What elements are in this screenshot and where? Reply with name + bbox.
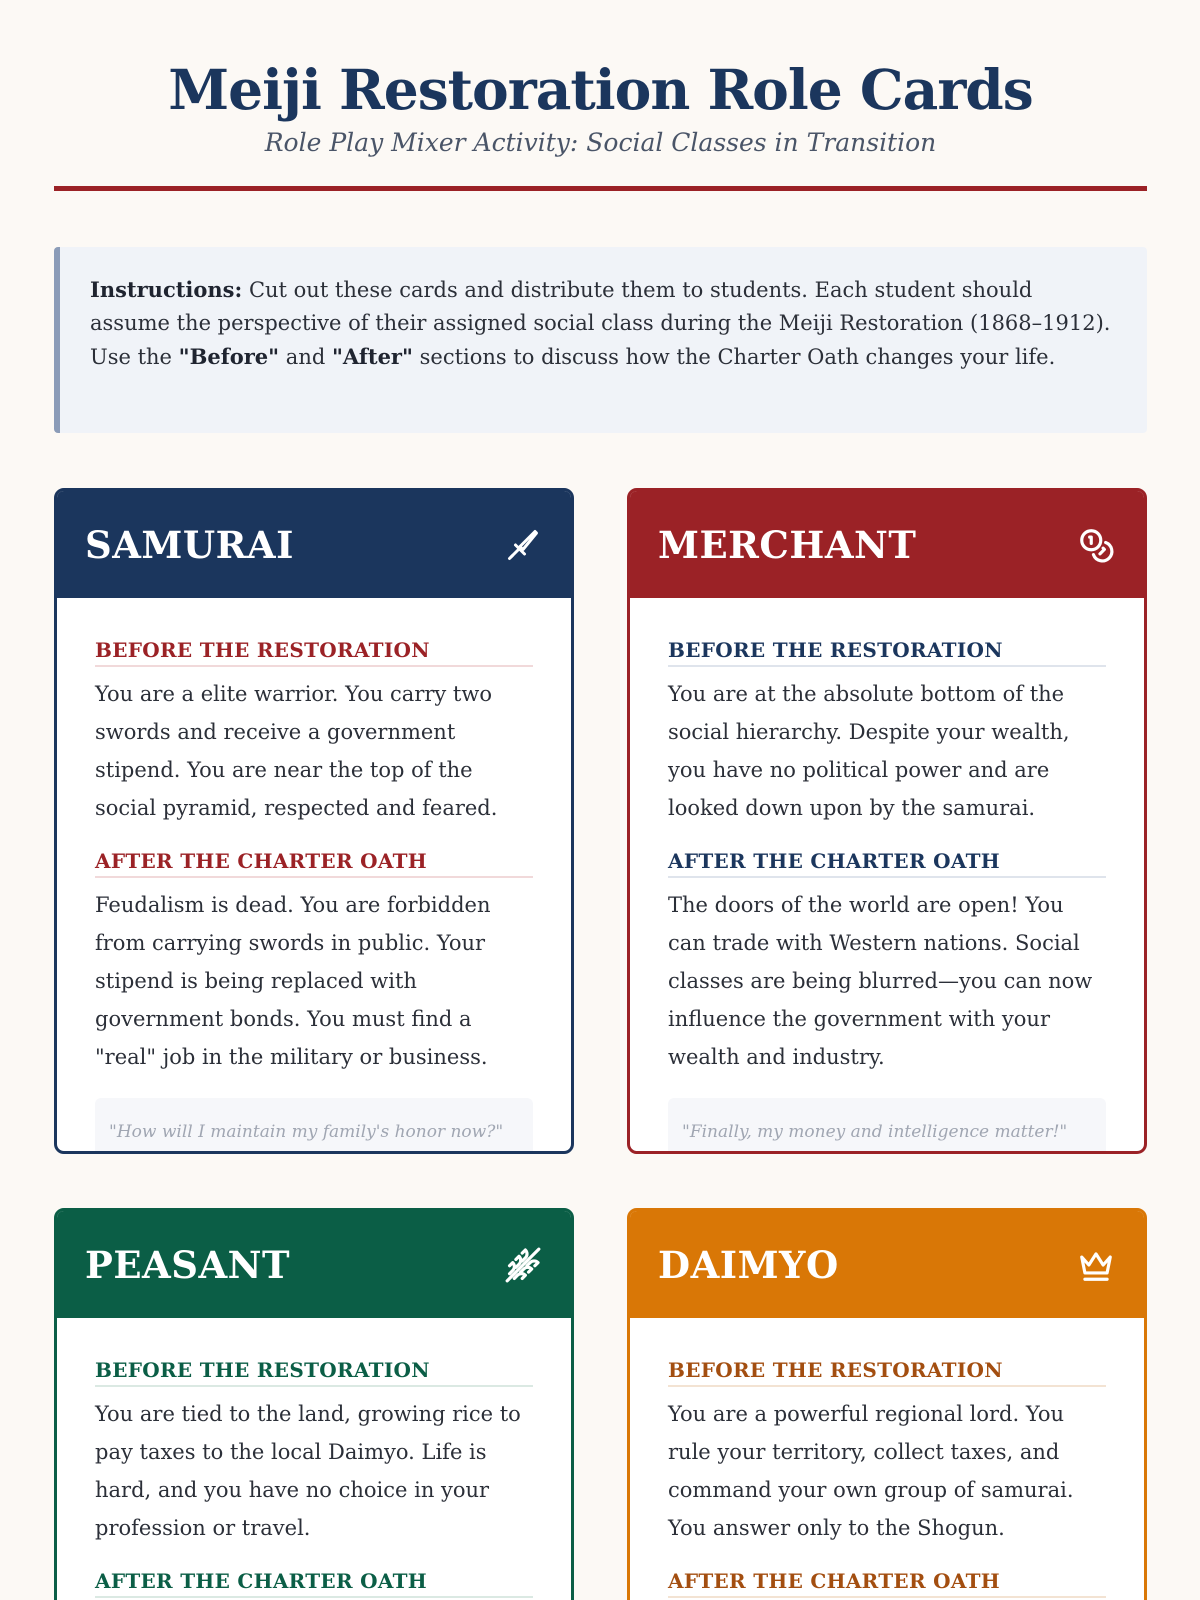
card-title: MERCHANT	[658, 522, 917, 567]
card-title: PEASANT	[85, 1242, 291, 1287]
after-heading: AFTER THE CHARTER OATH	[668, 849, 1106, 878]
card-header	[630, 491, 1144, 598]
wheat-icon	[503, 1245, 543, 1285]
sword-icon	[503, 525, 543, 565]
before-text: You are a elite warrior. You carry two swords and receive a government stipend. You are near the top of the social pyramid, respected and feared.	[95, 682, 498, 820]
instructions-label: Instructions:	[90, 277, 243, 302]
instructions-before-word: "Before"	[178, 344, 280, 369]
page-title: Meiji Restoration Role Cards	[168, 57, 1033, 122]
role-card-peasant	[54, 1208, 574, 1600]
crown-icon	[1076, 1245, 1116, 1285]
header-divider	[54, 186, 1147, 191]
before-heading: BEFORE THE RESTORATION	[668, 1358, 1106, 1387]
role-card-samurai	[54, 488, 574, 1154]
card-header	[57, 1211, 571, 1318]
instructions-text-3: sections to discuss how the Charter Oath changes your life.	[412, 345, 1056, 369]
before-text: You are at the absolute bottom of the social hierarchy. Despite your wealth, you have no political power and are looked down upon by the samurai.	[668, 682, 1070, 820]
instructions-box	[54, 247, 1147, 433]
card-header	[630, 1211, 1144, 1318]
instructions-after-word: "After"	[331, 344, 413, 369]
card-header	[57, 491, 571, 598]
before-text: You are a powerful regional lord. You rule your territory, collect taxes, and command your own group of samurai. You answer only to the Shogun.	[668, 1402, 1074, 1540]
coins-icon	[1076, 525, 1116, 565]
after-heading: AFTER THE CHARTER OATH	[95, 849, 533, 878]
card-title: SAMURAI	[85, 522, 294, 567]
after-text: Feudalism is dead. You are forbidden from carrying swords in public. Your stipend is being replaced with government bonds. You must find a "real" job in the military or business.	[95, 893, 491, 1069]
quote-note: "Finally, my money and intelligence matter!"	[668, 1098, 1106, 1154]
after-heading: AFTER THE CHARTER OATH	[95, 1569, 533, 1598]
quote-note: "How will I maintain my family's honor now?"	[95, 1098, 533, 1154]
instructions-text-2: and	[279, 345, 332, 369]
before-heading: BEFORE THE RESTORATION	[95, 638, 533, 667]
before-heading: BEFORE THE RESTORATION	[668, 638, 1106, 667]
before-text: You are tied to the land, growing rice to pay taxes to the local Daimyo. Life is hard, and you have no choice in your profession or travel.	[95, 1402, 521, 1540]
instructions-text-1: Cut out these cards and distribute them to students. Each student should assume the perspective of their assigned social class during the Meiji Restoration (1868–1912). Use the	[90, 278, 1111, 369]
page-subtitle: Role Play Mixer Activity: Social Classes in Transition	[264, 128, 937, 157]
after-text: The doors of the world are open! You can trade with Western nations. Social classes are being blurred—you can now influence the government with your wealth and industry.	[668, 893, 1093, 1069]
role-card-merchant	[627, 488, 1147, 1154]
before-heading: BEFORE THE RESTORATION	[95, 1358, 533, 1387]
card-title: DAIMYO	[658, 1242, 839, 1287]
page-header	[54, 50, 1147, 160]
role-card-daimyo	[627, 1208, 1147, 1600]
after-heading: AFTER THE CHARTER OATH	[668, 1569, 1106, 1598]
